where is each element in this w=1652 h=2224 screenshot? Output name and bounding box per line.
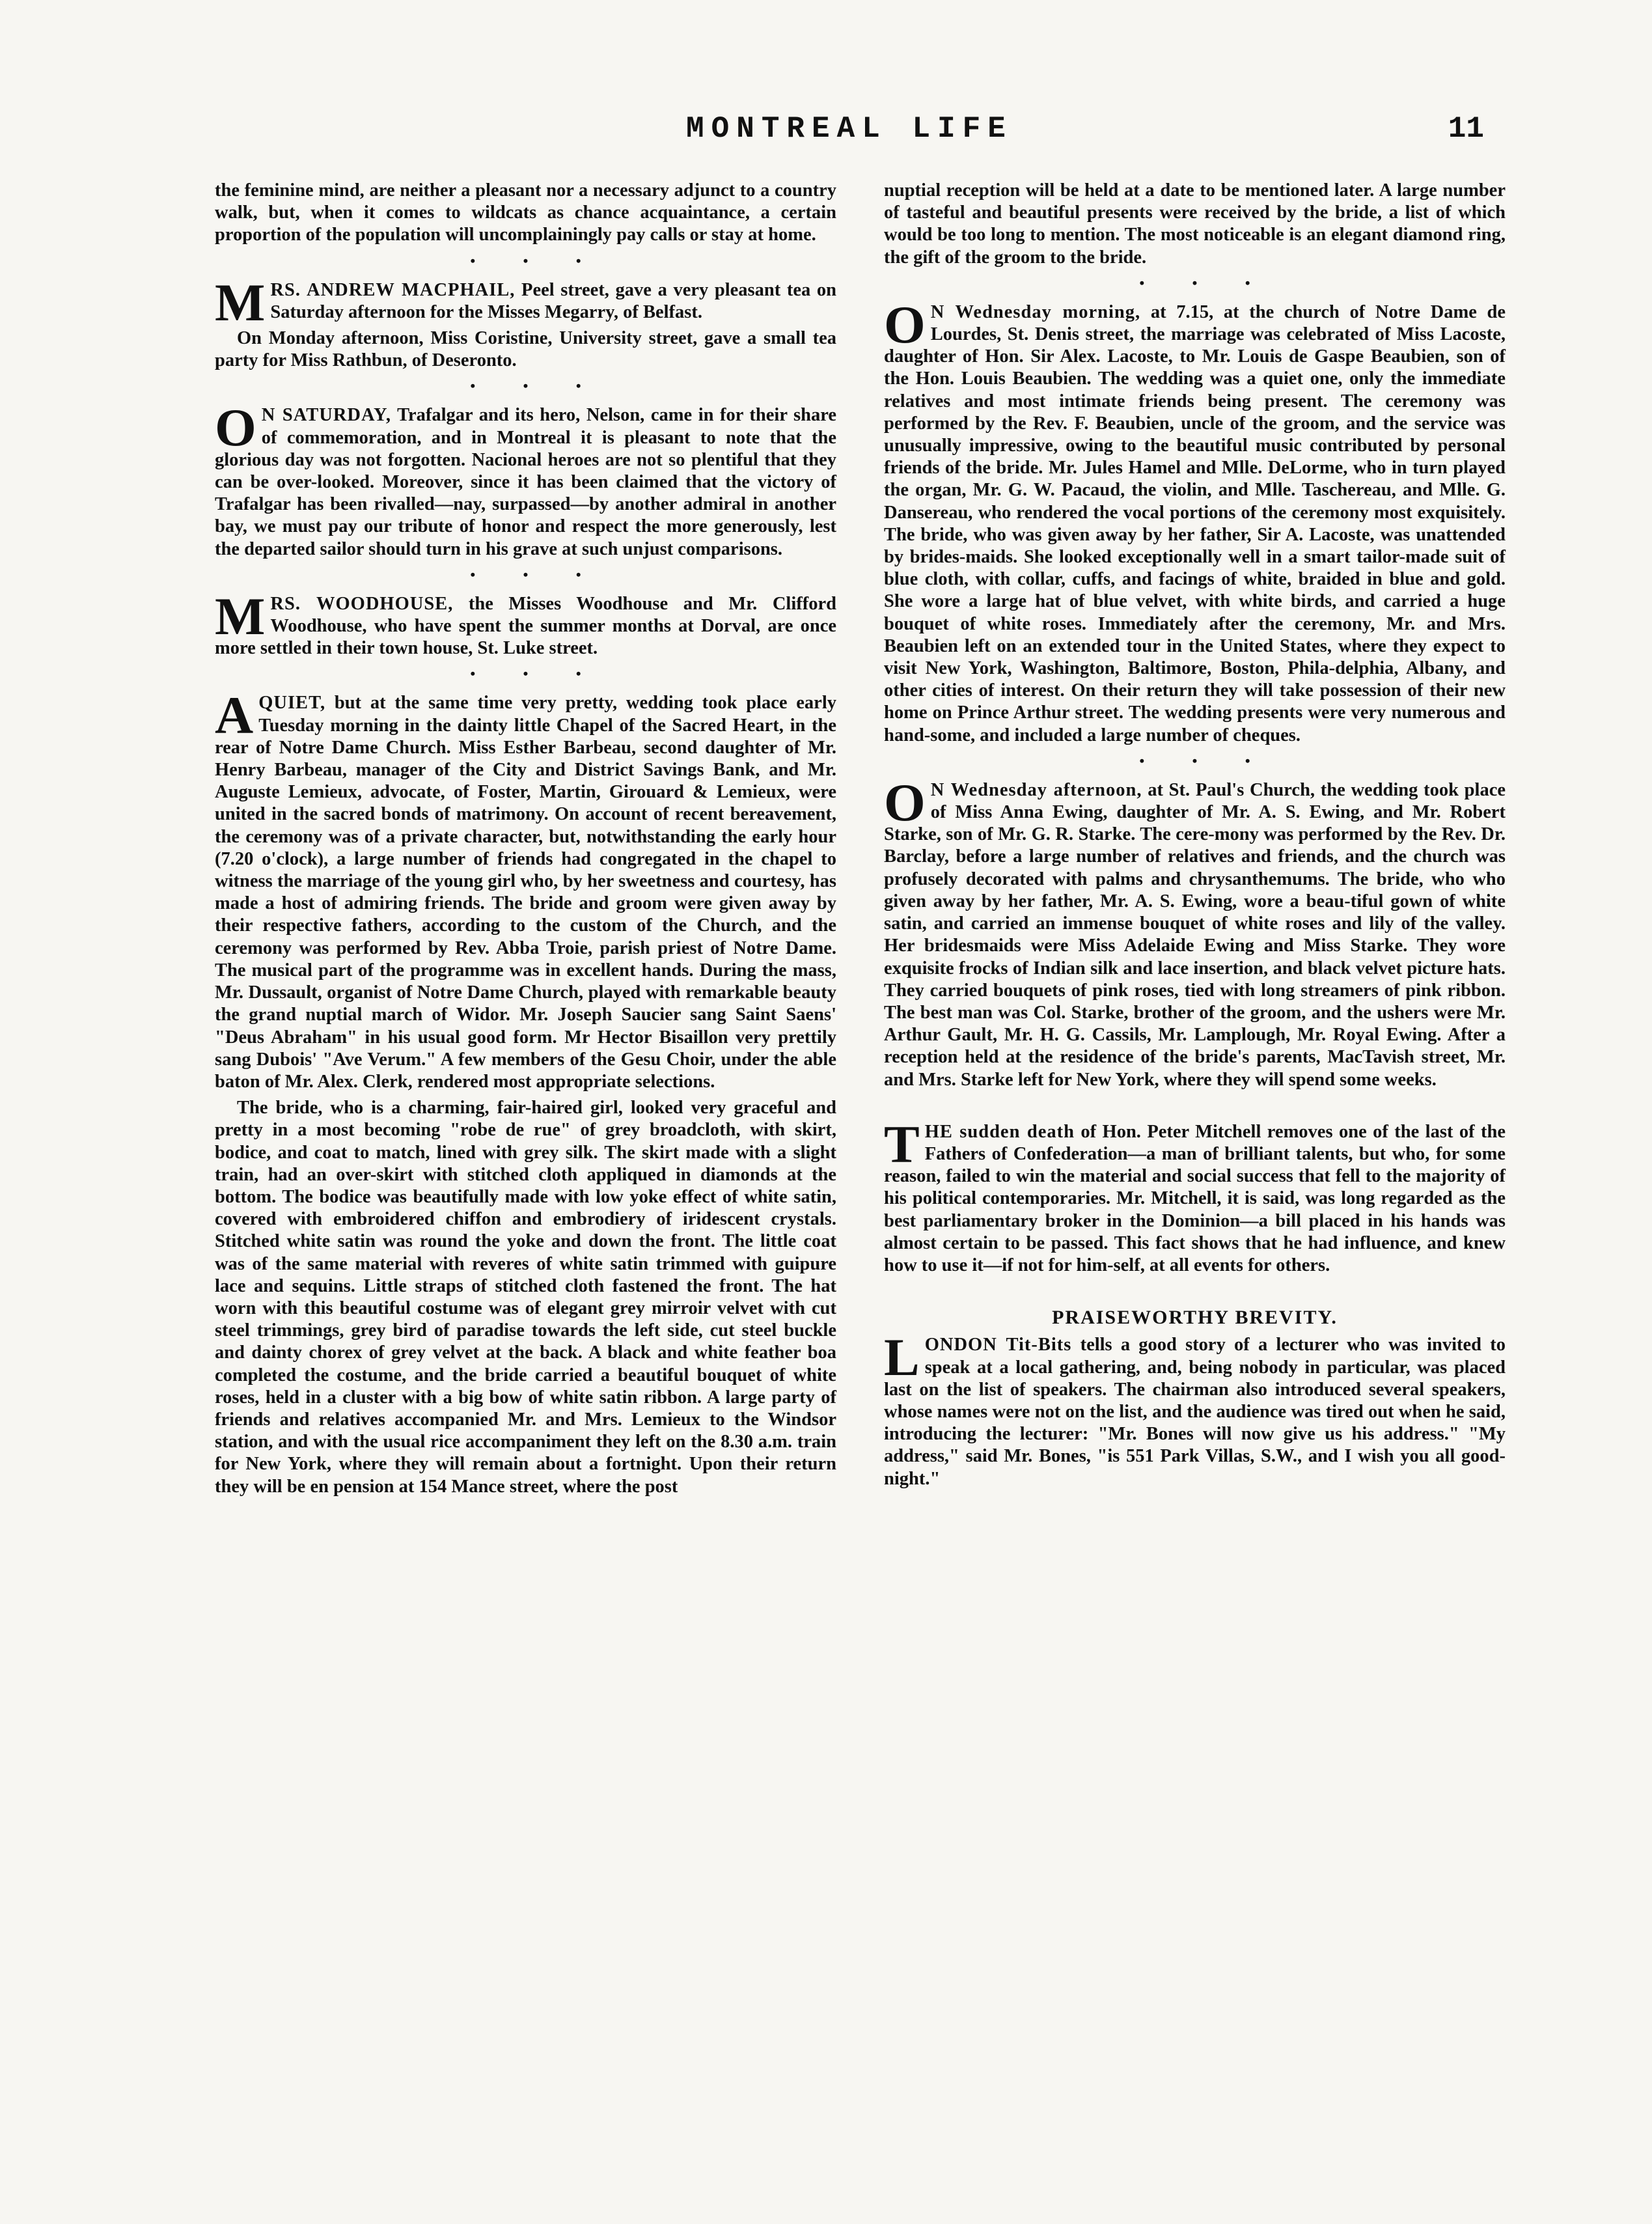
article-trafalgar [215,398,836,560]
article-body: tells a good story of a lecturer who was invited to speak at a local gathering, and, being nobody in particular, was placed last on the list of speakers. The chairman also introduced several speakers, whose names were not on the list, and the audience was tired out when he said, introducing the lecturer: "Mr. Bones will now give us his address." "My address," said Mr. Bones, "is 551 Park Villas, S.W., and I wish you all good-night." [884,1335,1506,1489]
article-lead: N Wednesday afternoon, [930,779,1142,800]
drop-cap: O [215,398,256,458]
drop-cap: O [884,294,926,354]
article-body: at St. Paul's Church, the wedding took place of Miss Anna Ewing, daughter of Mr. A. S. Ewing, and Mr. Robert Starke, son of Mr. G. R. Starke. The cere-mony was performed by the Rev. Dr. Barclay, before a large number of relatives and friends, and the church was profusely decorated with palms and chrysanthemums. The bride, who who given away by her father, Mr. A. S. Ewing, wore a beau-tiful gown of white satin, and carried an immense bouquet of white roses and lily of the valley. Her bridesmaids were Miss Adelaide Ewing and Miss Starke. They wore exquisite frocks of Indian silk and lace insertion, and black velvet picture hats. They carried bouquets of pink roses, tied with long streamers of pink ribbon. The best man was Col. Starke, brother of the groom, and the ushers were Mr. Arthur Gault, Mr. H. G. Cassils, Mr. Lamplough, Mr. Royal Ewing. After a reception held at the residence of the bride's parents, MacTavish street, Mr. and Mrs. Starke left for New York, where they will spend some weeks. [884,779,1506,1090]
section-separator: • • • [470,665,603,682]
article-lead: N Wednesday morning, [930,301,1141,322]
article-body: Trafalgar and its hero, Nelson, came in for their share of commemoration, and in Montreal it is pleasant to note that the glorious day was not forgotten. Nacional heroes are not so plentiful that they can be over-looked. Moreover, since it has been claimed that the victory of Trafalgar has been rivalled—nay, surpassed—by another admiral in another bay, we must pay our tribute of honor and respect the more generously, lest the departed sailor should turn in his grave at such unjust comparisons. [215,405,836,559]
article-lead: QUIET, [258,693,326,714]
article-coristine: On Monday afternoon, Miss Coristine, University street, gave a small tea party for Miss Rathbun, of Deseronto. [215,328,836,371]
drop-cap: L [884,1327,920,1387]
section-separator: • • • [470,566,603,583]
left-column [215,180,836,1502]
article-mitchell [884,1114,1506,1277]
article-bride-description: The bride, who is a charming, fair-haired girl, looked very graceful and pretty in a most becoming "robe de rue" of grey broadcloth, with skirt, bodice, and coat to match, lined with grey silk. The skirt made with a slight train, had an over-skirt with stitched cloth appliqued in diamonds at the bottom. The bodice was beautifully made with low yoke effect of white satin, covered with embroidered chiffon and embrodiery of iridescent crystals. Stitched white satin was round the yoke and down the front. The little coat was of the same material with reveres of white satin trimmed with guipure lace and sequins. Little straps of stitched cloth fastened the front. The hat worn with this beautiful costume was of elegant grey mirroir velvet with cut steel trimmings, grey bird of paradise towards the left side, cut steel buckle and dainty chorex of grey velvet at the back. A black and white feather boa completed the costume, and the bride carried a beautiful bouquet of white roses, held in a cluster with a big bow of white satin ribbon. A large party of friends and relatives accompanied Mr. and Mrs. Lemieux to the Windsor station, and with the usual rice accompaniment they left on the 8.30 a.m. train for New York, where they will remain about a fortnight. Upon their return they will be en pension at 154 Mance street, where the post [215,1098,836,1497]
publication-title: MONTREAL LIFE [686,112,1013,146]
article-lacoste-wedding [884,294,1506,747]
section-separator: • • • [470,252,603,269]
section-heading: PRAISEWORTHY BREVITY. [1052,1307,1338,1329]
article-body: at 7.15, at the church of Notre Dame de Lourdes, St. Denis street, the marriage was celebrated of Miss Lacoste, daughter of Hon. Sir Alex. Lacoste, to Mr. Louis de Gaspe Beaubien, son of the Hon. Louis Beaubien. The wedding was a quiet one, only the immediate relatives and most intimate friends being present. The ceremony was performed by the Rev. F. Beaubien, uncle of the groom, and the service was unusually impressive, owing to the beautiful music contributed by personal friends of the bride. Mr. Jules Hamel and Mlle. DeLorme, who in turn played the organ, Mr. G. W. Pacaud, the violin, and Mlle. Taschereau, and Mlle. G. Dansereau, who rendered the vocal portions of the ceremony most exquisitely. The bride, who was given away by her father, Sir A. Lacoste, was unattended by brides-maids. She looked exceptionally well in a smart tailor-made suit of blue cloth, with collar, cuffs, and facings of white, braided in blue and gold. She wore a large hat of blue velvet, with white birds, and carried a huge bouquet of white roses. Immediately after the ceremony, Mr. and Mrs. Beaubien left on an extended tour in the United States, where they expect to visit New York, Washington, Baltimore, Boston, Phila-delphia, Albany, and other cities of interest. On their return they will take possession of their new home on Prince Arthur street. The wedding presents were very numerous and hand-some, and included a large number of cheques. [884,301,1506,745]
section-separator: • • • [470,378,603,395]
article-body: but at the same time very pretty, wedding took place early Tuesday morning in the dainty little Chapel of the Sacred Heart, in the rear of Notre Dame Church. Miss Esther Barbeau, second daughter of Mr. Henry Barbeau, manager of the City and District Savings Bank, and Mr. Auguste Lemieux, advocate, of Foster, Martin, Girouard & Lemieux, were united in the sacred bonds of matrimony. On account of recent bereavement, the ceremony was of a private character, but, notwithstanding the early hour (7.20 o'clock), a large number of friends had congregated in the chapel to witness the marriage of the young girl who, by her sweetness and courtesy, has made a host of admiring friends. The bride and groom were given away by their respective fathers, according to the custom of the Church, and the ceremony was performed by Rev. Abba Troie, parish priest of Notre Dame. The musical part of the programme was in excellent hands. During the mass, Mr. Dussault, organist of Notre Dame Church, played with remarkable beauty the grand nuptial march of Widor. Mr. Joseph Saucier sang Saint Saens' "Deus Abraham" in his usual good form. Mr Hector Bisaillon very prettily sang Dubois' "Ave Verum." A few members of the Gesu Choir, under the able baton of Mr. Alex. Clerk, rendered most appropriate selections. [215,693,836,1092]
article-lead: HE sudden death [924,1121,1075,1142]
article-ewing-wedding [884,772,1506,1091]
article-lead: N SATURDAY, [261,405,392,426]
article-continued-text: the feminine mind, are neither a pleasant nor a necessary adjunct to a country walk, but, when it comes to wildcats as chance acquaintance, a certain proportion of the population will uncomplainingly pay calls or stay at home. [215,180,836,245]
drop-cap: O [884,772,926,832]
spacer [884,1095,1506,1121]
article-body: of Hon. Peter Mitchell removes one of the last of the Fathers of Confederation—a man of brilliant talents, but who, for some reason, failed to win the material and social success that fell to the majority of his political contemporaries. Mr. Mitchell, it is said, was long regarded as the best parliamentary broker in the Dominion—a bill placed in his hands was almost certain to be passed. This fact shows that he had influence, and knew how to use it—if not for him-self, at all events for others. [884,1121,1506,1275]
article-woodhouse [215,586,836,660]
article-brevity [884,1327,1506,1490]
article-lead: RS. WOODHOUSE, [270,593,454,614]
article-body: Peel street, gave a very pleasant tea on Saturday afternoon for the Misses Megarry, of Belfast. [270,279,836,322]
drop-cap: A [215,686,254,745]
article-barbeau-wedding [215,686,836,1093]
drop-cap: M [215,586,266,646]
page-number: 11 [1448,112,1484,146]
page-header [215,112,1484,158]
article-continued-text: nuptial reception will be held at a date to be mentioned later. A large number of tasteful and beautiful presents were received by the bride, a list of which would be too long to mention. The most noticeable is an elegant diamond ring, the gift of the groom to the bride. [884,180,1506,268]
drop-cap: T [884,1114,920,1174]
section-separator: • • • [1139,752,1273,769]
drop-cap: M [215,272,266,332]
article-lead: ONDON Tit-Bits [924,1335,1072,1355]
article-macphail [215,272,836,332]
right-column [884,180,1506,1494]
article-lead: RS. ANDREW MACPHAIL, [270,279,516,300]
section-separator: • • • [1139,274,1273,291]
article-body: the Misses Woodhouse and Mr. Clifford Woodhouse, who have spent the summer months at Dorval, are once more settled in their town house, St. Luke street. [215,593,836,659]
